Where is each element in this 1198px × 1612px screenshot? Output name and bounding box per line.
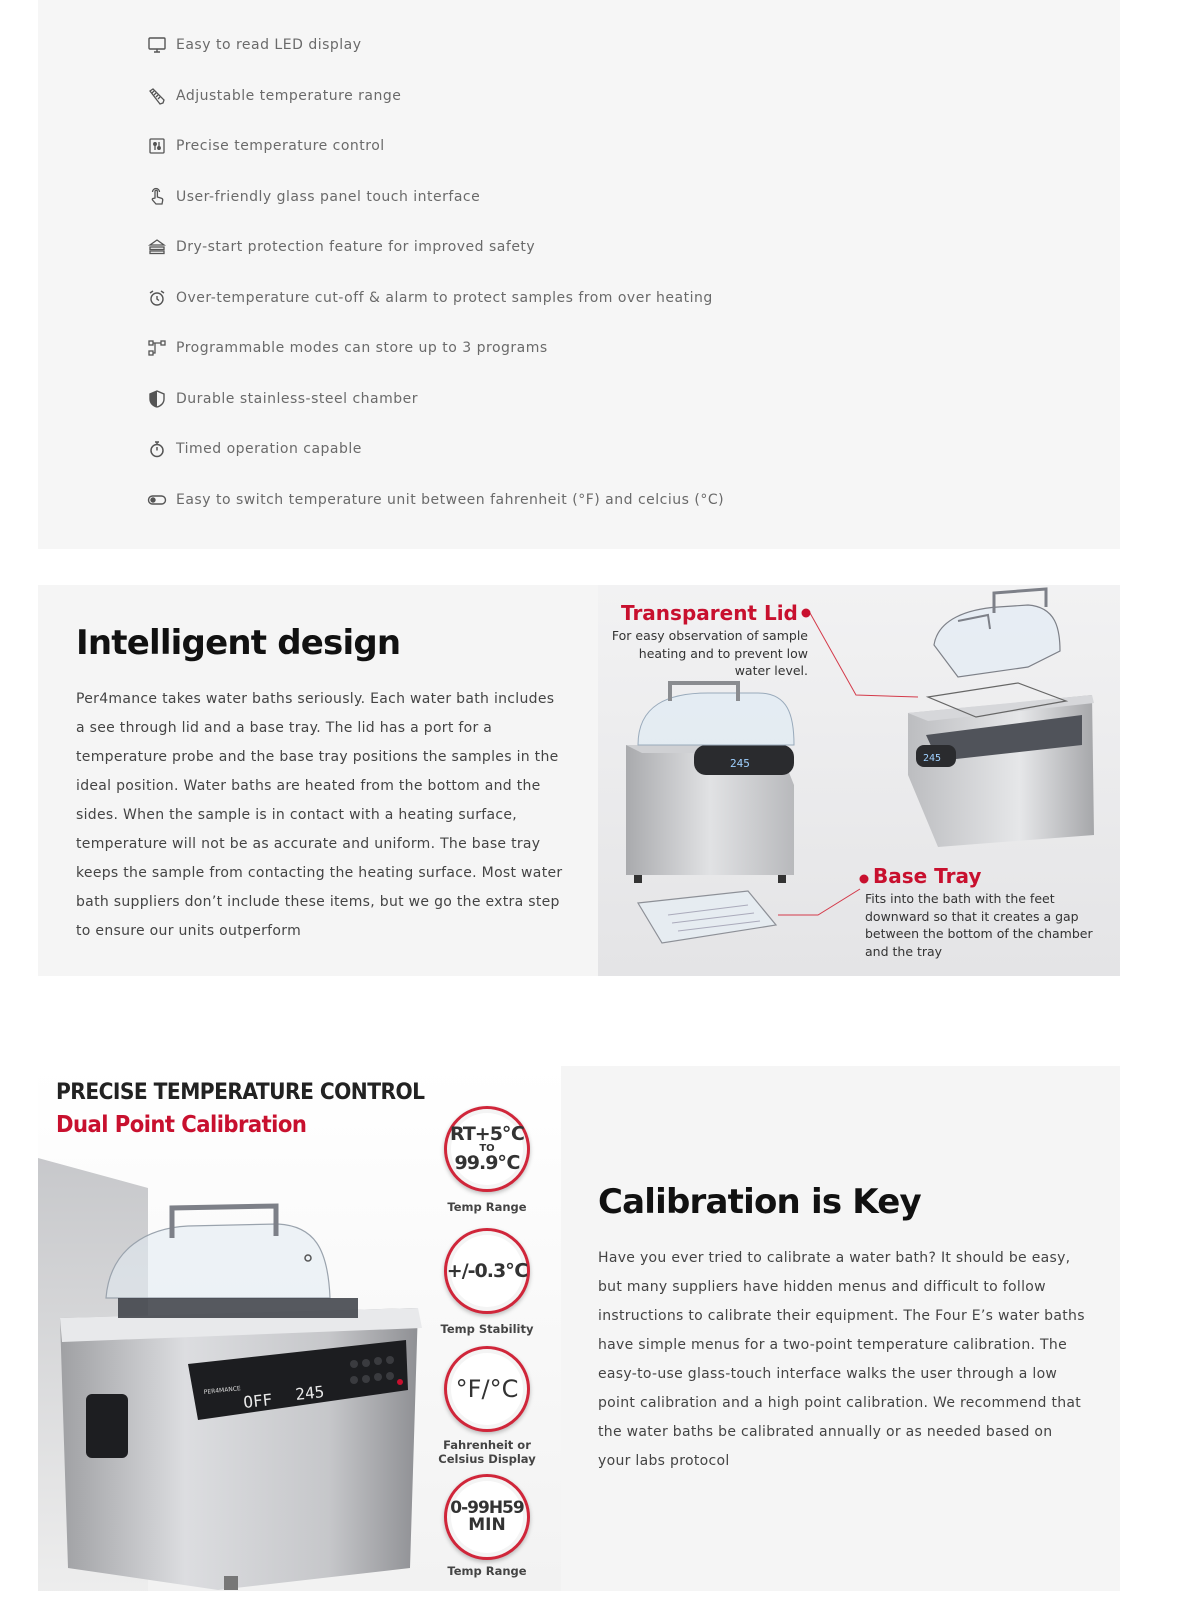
feature-item bbox=[146, 172, 724, 223]
feature-text: Programmable modes can store up to 3 programs bbox=[176, 340, 548, 357]
brand-text: PER4MANCE bbox=[203, 1385, 242, 1396]
section-body: Have you ever tried to calibrate a water bath? It should be easy, but many suppliers have hidden menus and difficult to follow instructions to calibrate their equipment. The Four E’s water baths have simple menus for a two-point temperature calibration. The easy-to-use glass-touch interface walks the user through a low point calibration and a high point calibration. We recommend that the water baths be calibrated annually or as needed based on your labs protocol bbox=[598, 1250, 1085, 1469]
feature-item bbox=[146, 424, 724, 475]
badge-value: 99.9℃ bbox=[454, 1152, 520, 1174]
temp-range-badge bbox=[444, 1106, 530, 1192]
layers-icon bbox=[146, 236, 168, 258]
lid-callout-dot bbox=[801, 608, 811, 618]
lid-callout-line: For easy observation of sample bbox=[611, 628, 808, 643]
water-bath-accessories-figure bbox=[598, 585, 1120, 976]
tray-callout-line: downward so that it creates a gap bbox=[865, 908, 1079, 924]
feature-item bbox=[146, 273, 724, 324]
feature-list bbox=[146, 20, 724, 525]
lid-callout-line: water level. bbox=[734, 663, 808, 678]
timer-range-badge bbox=[444, 1474, 530, 1560]
sliders-icon bbox=[146, 135, 168, 157]
section-title: Intelligent design bbox=[76, 623, 401, 663]
section-body: Per4mance takes water baths seriously. Each water bath includes a see through lid and a base tray. The lid has a port for a temperature probe and the base tray positions the samples in the ideal position. Water baths are heated from the bottom and the sides. When the sample is in contact with a heating surface, temperature will not be as accurate and uniform. The base tray keeps the sample from contacting the heating surface. Most water bath suppliers don’t include these items, but we go the extra step to ensure our units outperform bbox=[76, 691, 563, 939]
feature-item bbox=[146, 20, 724, 71]
feature-item bbox=[146, 71, 724, 122]
feature-text: User-friendly glass panel touch interface bbox=[176, 188, 481, 205]
badge-label: Fahrenheit or Celsius Display bbox=[438, 1438, 536, 1466]
tray-callout-title: Base Tray bbox=[873, 864, 982, 888]
figure-subheading: Dual Point Calibration bbox=[56, 1112, 307, 1138]
figure-heading: PRECISE TEMPERATURE CONTROL bbox=[56, 1080, 425, 1105]
badge-label: Temp Stability bbox=[440, 1322, 534, 1336]
badge-value: RT+5℃ bbox=[450, 1123, 524, 1145]
temp-stability-badge bbox=[444, 1228, 530, 1314]
lid-callout-line: heating and to prevent low bbox=[638, 645, 808, 661]
calibration-section bbox=[38, 1066, 1120, 1591]
badge-value: +/-0.3℃ bbox=[446, 1259, 528, 1282]
badge-value: 0-99H59 bbox=[450, 1498, 524, 1518]
feature-text: Over-temperature cut-off & alarm to protect samples from over heating bbox=[176, 289, 713, 306]
tray-callout-line: between the bottom of the chamber bbox=[865, 926, 1093, 941]
feature-text: Durable stainless-steel chamber bbox=[176, 390, 418, 407]
water-bath-closeup-illustration bbox=[38, 1158, 458, 1591]
intelligent-design-section bbox=[38, 585, 1120, 976]
lid-callout-text bbox=[606, 627, 808, 680]
feature-text: Timed operation capable bbox=[176, 441, 362, 458]
lid-callout-title: Transparent Lid bbox=[621, 601, 798, 625]
tray-callout-line: Fits into the bath with the feet bbox=[865, 891, 1055, 906]
ruler-pencil-icon bbox=[146, 85, 168, 107]
feature-item bbox=[146, 222, 724, 273]
badge-label: Temp Range bbox=[447, 1564, 527, 1578]
feature-text: Dry-start protection feature for improved safety bbox=[176, 239, 536, 256]
section-title: Calibration is Key bbox=[598, 1182, 921, 1222]
feature-item bbox=[146, 121, 724, 172]
feature-text: Easy to switch temperature unit between fahrenheit (°F) and celcius (°C) bbox=[176, 491, 725, 508]
shield-icon bbox=[146, 388, 168, 410]
program-flow-icon bbox=[146, 337, 168, 359]
alarm-clock-icon bbox=[146, 287, 168, 309]
badge-value: MIN bbox=[468, 1515, 506, 1535]
left-bath-display: 245 bbox=[730, 757, 750, 770]
display-off-text: OFF bbox=[242, 1390, 274, 1412]
feature-text: Easy to read LED display bbox=[176, 37, 362, 54]
display-temp-text: 245 bbox=[294, 1382, 326, 1404]
tray-callout-text bbox=[865, 890, 1115, 960]
feature-text: Adjustable temperature range bbox=[176, 87, 402, 104]
stopwatch-icon bbox=[146, 438, 168, 460]
feature-item bbox=[146, 374, 724, 425]
feature-item bbox=[146, 323, 724, 374]
features-panel bbox=[38, 0, 1120, 549]
badge-value: °F/°C bbox=[455, 1375, 519, 1403]
touch-hand-icon bbox=[146, 186, 168, 208]
feature-text: Precise temperature control bbox=[176, 138, 385, 155]
unit-display-badge bbox=[444, 1346, 530, 1432]
monitor-icon bbox=[146, 34, 168, 56]
badge-value: TO bbox=[479, 1143, 495, 1154]
calibration-figure bbox=[38, 1066, 561, 1591]
right-bath-display: 245 bbox=[923, 753, 942, 764]
feature-item bbox=[146, 475, 724, 526]
badge-label: Temp Range bbox=[447, 1200, 527, 1214]
tray-callout-line: and the tray bbox=[865, 943, 943, 959]
tray-callout-dot bbox=[859, 874, 869, 884]
toggle-icon bbox=[146, 489, 168, 511]
